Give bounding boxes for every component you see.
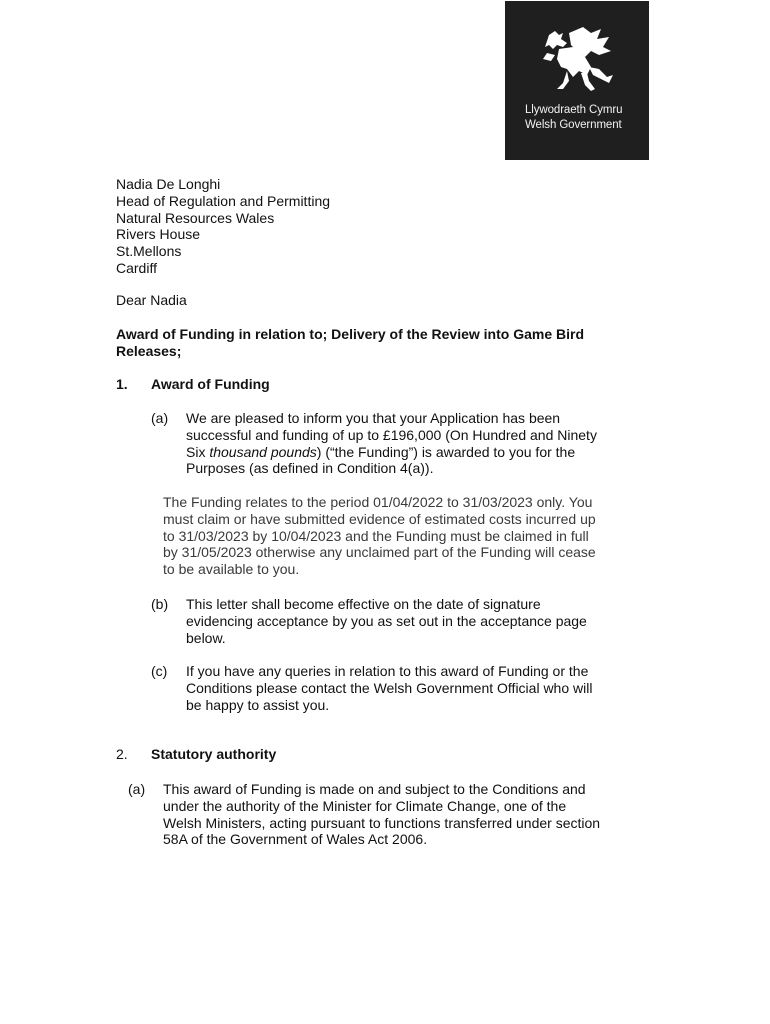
address-line: St.Mellons — [116, 243, 182, 260]
clause-label: (c) — [151, 663, 168, 679]
address-line: Natural Resources Wales — [116, 209, 275, 226]
section-2-number: 2. — [116, 746, 128, 762]
subject-line: Releases; — [116, 342, 182, 359]
welsh-dragon-icon — [539, 27, 615, 93]
section-1-number: 1. — [116, 376, 128, 392]
text-line: If you have any queries in relation to this award of Funding or the — [186, 663, 589, 679]
text-line: to be available to you. — [163, 561, 300, 578]
text-line: Conditions please contact the Welsh Government Official who will — [186, 679, 593, 696]
subject-line: Award of Funding in relation to; Delivery of the Review into Game Bird — [116, 326, 585, 342]
text-line: 58A of the Government of Wales Act 2006. — [163, 831, 428, 848]
clause-label: (b) — [151, 596, 169, 612]
recipient-address — [116, 176, 330, 277]
text-line: We are pleased to inform you that your Application has been — [186, 410, 561, 426]
clause-2a-text — [163, 781, 600, 848]
text-line: by 31/05/2023 otherwise any unclaimed part of the Funding will cease — [163, 544, 596, 561]
section-2-title: Statutory authority — [151, 746, 277, 762]
text-line: The Funding relates to the period 01/04/2022 to 31/03/2023 only. You — [163, 494, 593, 510]
funding-period-paragraph — [163, 494, 596, 578]
clause-label: (a) — [151, 410, 169, 426]
logo-welsh-name: Llywodraeth Cymru — [525, 104, 623, 116]
text-line: successful and funding of up to £196,000 (On Hundred and Ninety — [186, 426, 597, 443]
text-line: This award of Funding is made on and subject to the Conditions and — [163, 781, 586, 797]
address-line: Nadia De Longhi — [116, 176, 221, 192]
section-1-title: Award of Funding — [151, 376, 270, 392]
logo-english-name: Welsh Government — [525, 119, 622, 131]
italic-fragment: thousand pounds — [209, 443, 317, 460]
text-fragment: Six — [186, 443, 210, 460]
address-line: Head of Regulation and Permitting — [116, 192, 331, 209]
text-line: evidencing acceptance by you as set out in the acceptance page — [186, 612, 587, 629]
clause-1b-text — [186, 596, 587, 646]
text-line: be happy to assist you. — [186, 696, 330, 713]
text-line: Purposes (as defined in Condition 4(a)). — [186, 460, 434, 477]
text-line: below. — [186, 629, 226, 646]
address-line: Cardiff — [116, 259, 157, 276]
text-fragment: ) (“the Funding”) is awarded to you for the — [316, 443, 576, 460]
address-line: Rivers House — [116, 226, 201, 243]
clause-1c-text — [186, 663, 592, 713]
text-line — [186, 444, 597, 461]
text-line: Welsh Ministers, acting pursuant to functions transferred under section — [163, 814, 601, 831]
text-line: under the authority of the Minister for Climate Change, one of the — [163, 797, 567, 814]
text-line: This letter shall become effective on the date of signature — [186, 596, 541, 612]
letter-subject — [116, 326, 584, 360]
welsh-government-logo — [505, 1, 649, 160]
text-line: must claim or have submitted evidence of estimated costs incurred up — [163, 510, 596, 527]
text-line: to 31/03/2023 by 10/04/2023 and the Funding must be claimed in full — [163, 527, 589, 544]
clause-label: (a) — [128, 781, 146, 797]
clause-1a-text — [186, 410, 597, 477]
salutation: Dear Nadia — [116, 292, 187, 308]
